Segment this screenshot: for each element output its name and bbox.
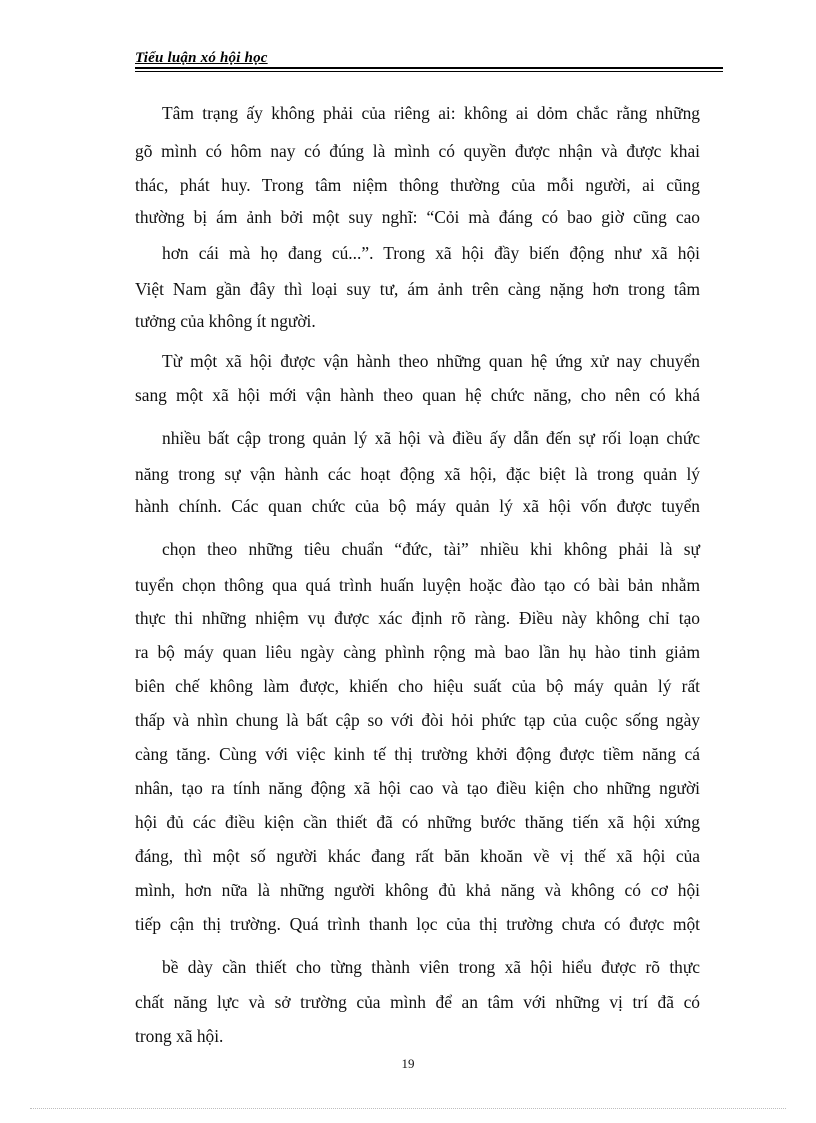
text-line: nhiều bất cập trong quản lý xã hội và điều ấy dẫn đến sự rối loạn chức bbox=[162, 428, 700, 448]
header-rule-thin bbox=[135, 71, 723, 72]
text-line: sang một xã hội mới vận hành theo quan hệ chức năng, cho nên có khá bbox=[135, 385, 700, 405]
text-line: đáng, thì một số người khác đang rất băn khoăn về vị thế xã hội của bbox=[135, 846, 700, 866]
text-line: hội đủ các điều kiện cần thiết đã có những bước thăng tiến xã hội xứng bbox=[135, 812, 700, 832]
text-line: Từ một xã hội được vận hành theo những quan hệ ứng xử nay chuyển bbox=[162, 351, 700, 371]
text-line: thấp và nhìn chung là bất cập so với đòi hỏi phức tạp của cuộc sống ngày bbox=[135, 710, 700, 730]
text-line: bề dày cần thiết cho từng thành viên trong xã hội hiểu được rõ thực bbox=[162, 957, 700, 977]
text-line: tuyển chọn thông qua quá trình huấn luyện hoặc đào tạo có bài bản nhằm bbox=[135, 575, 700, 595]
text-line: biên chế không làm được, khiến cho hiệu suất của bộ máy quản lý rất bbox=[135, 676, 700, 696]
text-line: mình, hơn nữa là những người không đủ khả năng và không có cơ hội bbox=[135, 880, 700, 900]
text-line: tưởng của không ít người. bbox=[135, 311, 316, 331]
text-line: chất năng lực và sở trường của mình để an tâm với những vị trí đã có bbox=[135, 992, 700, 1012]
header-rule-thick bbox=[135, 67, 723, 69]
text-line: năng trong sự vận hành các hoạt động xã hội, đặc biệt là trong quản lý bbox=[135, 464, 700, 484]
text-line: hành chính. Các quan chức của bộ máy quản lý xã hội vốn được tuyển bbox=[135, 496, 700, 516]
text-line: thác, phát huy. Trong tâm niệm thông thường của mỗi người, ai cũng bbox=[135, 175, 700, 195]
page-bottom-divider bbox=[30, 1108, 786, 1109]
text-line: tiếp cận thị trường. Quá trình thanh lọc của thị trường chưa có được một bbox=[135, 914, 700, 934]
text-line: càng tăng. Cùng với việc kinh tế thị trường khởi động được tiềm năng cá bbox=[135, 744, 700, 764]
text-line: trong xã hội. bbox=[135, 1026, 224, 1046]
text-line: Việt Nam gần đây thì loại suy tư, ám ảnh trên càng nặng hơn trong tâm bbox=[135, 279, 700, 299]
header-title: Tiểu luận xó hội học bbox=[135, 50, 268, 66]
text-line: hơn cái mà họ đang cú...”. Trong xã hội đầy biến động như xã hội bbox=[162, 243, 700, 263]
text-line: ra bộ máy quan liêu ngày càng phình rộng mà bao lần hụ hào tinh giảm bbox=[135, 642, 700, 662]
page-number: 19 bbox=[401, 1056, 415, 1071]
text-line: Tâm trạng ấy không phải của riêng ai: không ai dỏm chắc rằng những bbox=[162, 103, 700, 123]
text-line: thường bị ám ảnh bởi một suy nghĩ: “Cỏi mà đáng có bao giờ cũng cao bbox=[135, 207, 700, 227]
text-line: nhân, tạo ra tính năng động xã hội cao và tạo điều kiện cho những người bbox=[135, 778, 700, 798]
text-line: thực thi những nhiệm vụ được xác định rõ ràng. Điều này không chỉ tạo bbox=[135, 608, 700, 628]
page-header bbox=[135, 50, 723, 72]
text-line: chọn theo những tiêu chuẩn “đức, tài” nhiều khi không phải là sự bbox=[162, 539, 700, 559]
text-line: gõ mình có hôm nay có đúng là mình có quyền được nhận và được khai bbox=[135, 141, 700, 161]
